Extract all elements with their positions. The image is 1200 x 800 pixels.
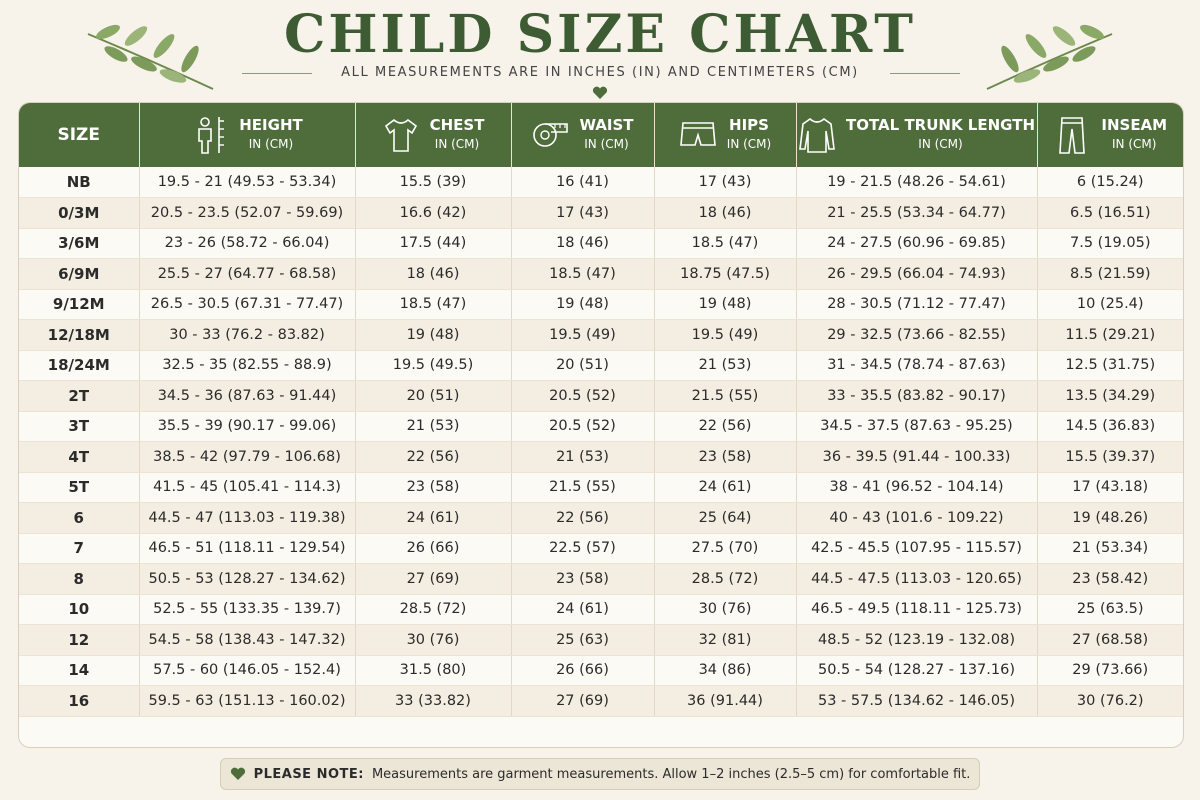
column-unit: IN (CM) xyxy=(584,137,629,151)
measurement-cell: 20 (51) xyxy=(511,350,654,381)
measurement-cell: 24 (61) xyxy=(355,503,511,534)
size-cell: NB xyxy=(19,167,139,198)
table-row xyxy=(19,533,1183,564)
measurement-cell: 18.5 (47) xyxy=(654,228,796,259)
measurement-cell: 21.5 (55) xyxy=(654,381,796,412)
table-row xyxy=(19,686,1183,717)
column-header-inseam xyxy=(1037,103,1183,167)
table-row xyxy=(19,228,1183,259)
measurement-cell: 41.5 - 45 (105.41 - 114.3) xyxy=(139,472,355,503)
measurement-cell: 18 (46) xyxy=(355,259,511,290)
measurement-cell: 25.5 - 27 (64.77 - 68.58) xyxy=(139,259,355,290)
measurement-cell: 31 - 34.5 (78.74 - 87.63) xyxy=(796,350,1037,381)
measurement-cell: 19.5 - 21 (49.53 - 53.34) xyxy=(139,167,355,198)
measurement-cell: 6 (15.24) xyxy=(1037,167,1183,198)
measurement-cell: 50.5 - 54 (128.27 - 137.16) xyxy=(796,655,1037,686)
size-cell: 7 xyxy=(19,533,139,564)
table-row xyxy=(19,442,1183,473)
measurement-cell: 59.5 - 63 (151.13 - 160.02) xyxy=(139,686,355,717)
measurement-cell: 23 - 26 (58.72 - 66.04) xyxy=(139,228,355,259)
measurement-cell: 7.5 (19.05) xyxy=(1037,228,1183,259)
measurement-cell: 24 - 27.5 (60.96 - 69.85) xyxy=(796,228,1037,259)
measurement-cell: 44.5 - 47.5 (113.03 - 120.65) xyxy=(796,564,1037,595)
table-row xyxy=(19,625,1183,656)
long-sleeve-shirt-icon xyxy=(798,115,836,155)
measurement-cell: 10 (25.4) xyxy=(1037,289,1183,320)
column-header-hips xyxy=(654,103,796,167)
note-label: PLEASE NOTE: xyxy=(253,766,364,782)
measurement-cell: 22.5 (57) xyxy=(511,533,654,564)
measurement-cell: 19 (48) xyxy=(355,320,511,351)
measurement-cell: 48.5 - 52 (123.19 - 132.08) xyxy=(796,625,1037,656)
measurement-cell: 18 (46) xyxy=(511,228,654,259)
measurement-cell: 16.6 (42) xyxy=(355,198,511,229)
measurement-cell: 36 - 39.5 (91.44 - 100.33) xyxy=(796,442,1037,473)
size-cell: 10 xyxy=(19,594,139,625)
measurement-cell: 52.5 - 55 (133.35 - 139.7) xyxy=(139,594,355,625)
measurement-cell: 33 (33.82) xyxy=(355,686,511,717)
page-title: CHILD SIZE CHART xyxy=(283,4,917,65)
measurement-cell: 18.5 (47) xyxy=(355,289,511,320)
size-cell: 9/12M xyxy=(19,289,139,320)
note-banner xyxy=(220,758,980,790)
measurement-cell: 17 (43.18) xyxy=(1037,472,1183,503)
measurement-cell: 30 - 33 (76.2 - 83.82) xyxy=(139,320,355,351)
size-cell: 18/24M xyxy=(19,350,139,381)
size-cell: 6 xyxy=(19,503,139,534)
measurement-cell: 18.5 (47) xyxy=(511,259,654,290)
measurement-cell: 23 (58.42) xyxy=(1037,564,1183,595)
table-row xyxy=(19,259,1183,290)
size-cell: 2T xyxy=(19,381,139,412)
measurement-cell: 17 (43) xyxy=(654,167,796,198)
measurement-cell: 34.5 - 37.5 (87.63 - 95.25) xyxy=(796,411,1037,442)
measurement-cell: 23 (58) xyxy=(511,564,654,595)
measurement-cell: 21 (53.34) xyxy=(1037,533,1183,564)
measurement-cell: 46.5 - 49.5 (118.11 - 125.73) xyxy=(796,594,1037,625)
size-cell: 8 xyxy=(19,564,139,595)
measurement-cell: 19.5 (49) xyxy=(654,320,796,351)
table-row xyxy=(19,289,1183,320)
column-label: HEIGHT xyxy=(239,116,303,134)
measurement-cell: 17.5 (44) xyxy=(355,228,511,259)
measurement-cell: 33 - 35.5 (83.82 - 90.17) xyxy=(796,381,1037,412)
measurement-cell: 36 (91.44) xyxy=(654,686,796,717)
measurement-cell: 11.5 (29.21) xyxy=(1037,320,1183,351)
measurement-cell: 21 (53) xyxy=(511,442,654,473)
column-unit: IN (CM) xyxy=(434,137,480,151)
column-label: SIZE xyxy=(57,125,100,145)
measurement-cell: 30 (76.2) xyxy=(1037,686,1183,717)
measurement-cell: 15.5 (39.37) xyxy=(1037,442,1183,473)
measurement-cell: 19 (48) xyxy=(654,289,796,320)
measurement-cell: 24 (61) xyxy=(511,594,654,625)
measurement-cell: 25 (64) xyxy=(654,503,796,534)
measurement-cell: 27 (68.58) xyxy=(1037,625,1183,656)
column-header-size xyxy=(19,103,139,167)
measurement-cell: 24 (61) xyxy=(654,472,796,503)
size-chart-table xyxy=(18,102,1184,748)
column-unit: IN (CM) xyxy=(918,137,963,151)
note-text: Measurements are garment measurements. Allow 1–2 inches (2.5–5 cm) for comfortable fit. xyxy=(371,766,971,782)
table-row xyxy=(19,564,1183,595)
shorts-icon xyxy=(679,115,717,155)
measurement-cell: 42.5 - 45.5 (107.95 - 115.57) xyxy=(796,533,1037,564)
measurement-cell: 28 - 30.5 (71.12 - 77.47) xyxy=(796,289,1037,320)
measurement-cell: 8.5 (21.59) xyxy=(1037,259,1183,290)
table-body xyxy=(19,167,1183,716)
measurement-cell: 20 (51) xyxy=(355,381,511,412)
measurement-cell: 38.5 - 42 (97.79 - 106.68) xyxy=(139,442,355,473)
measurement-cell: 27 (69) xyxy=(355,564,511,595)
measurement-cell: 22 (56) xyxy=(355,442,511,473)
measurement-cell: 20.5 - 23.5 (52.07 - 59.69) xyxy=(139,198,355,229)
column-label: HIPS xyxy=(729,116,769,134)
measuring-tape-icon xyxy=(531,115,569,155)
measurement-cell: 21 (53) xyxy=(355,411,511,442)
column-unit: IN (CM) xyxy=(1112,137,1157,151)
size-cell: 12/18M xyxy=(19,320,139,351)
page-subtitle: ALL MEASUREMENTS ARE IN INCHES (IN) AND CENTIMETERS (CM) xyxy=(341,65,859,80)
table-row xyxy=(19,472,1183,503)
measurement-cell: 21.5 (55) xyxy=(511,472,654,503)
measurement-cell: 28.5 (72) xyxy=(654,564,796,595)
table-row xyxy=(19,503,1183,534)
heart-icon xyxy=(592,86,608,100)
measurement-cell: 18.75 (47.5) xyxy=(654,259,796,290)
measurement-cell: 34 (86) xyxy=(654,655,796,686)
measurement-cell: 17 (43) xyxy=(511,198,654,229)
size-cell: 3/6M xyxy=(19,228,139,259)
measurement-cell: 26.5 - 30.5 (67.31 - 77.47) xyxy=(139,289,355,320)
size-cell: 4T xyxy=(19,442,139,473)
measurement-cell: 21 (53) xyxy=(654,350,796,381)
measurement-cell: 29 - 32.5 (73.66 - 82.55) xyxy=(796,320,1037,351)
column-label: WAIST xyxy=(579,116,634,134)
size-cell: 0/3M xyxy=(19,198,139,229)
column-unit: IN (CM) xyxy=(248,137,294,151)
subtitle-divider-right xyxy=(890,73,960,74)
measurement-cell: 20.5 (52) xyxy=(511,411,654,442)
child-height-icon xyxy=(191,115,229,155)
size-cell: 3T xyxy=(19,411,139,442)
measurement-cell: 19 (48) xyxy=(511,289,654,320)
table-row xyxy=(19,198,1183,229)
column-header-chest xyxy=(355,103,511,167)
measurement-cell: 13.5 (34.29) xyxy=(1037,381,1183,412)
column-label: INSEAM xyxy=(1101,116,1168,134)
size-cell: 5T xyxy=(19,472,139,503)
measurement-cell: 23 (58) xyxy=(654,442,796,473)
measurement-cell: 18 (46) xyxy=(654,198,796,229)
measurement-cell: 15.5 (39) xyxy=(355,167,511,198)
measurement-cell: 35.5 - 39 (90.17 - 99.06) xyxy=(139,411,355,442)
measurement-cell: 12.5 (31.75) xyxy=(1037,350,1183,381)
table-row xyxy=(19,594,1183,625)
measurement-cell: 27.5 (70) xyxy=(654,533,796,564)
measurement-cell: 50.5 - 53 (128.27 - 134.62) xyxy=(139,564,355,595)
heart-icon xyxy=(230,767,246,781)
measurement-cell: 19 - 21.5 (48.26 - 54.61) xyxy=(796,167,1037,198)
measurement-cell: 28.5 (72) xyxy=(355,594,511,625)
tshirt-icon xyxy=(382,115,420,155)
column-header-height xyxy=(139,103,355,167)
table-row xyxy=(19,411,1183,442)
measurement-cell: 44.5 - 47 (113.03 - 119.38) xyxy=(139,503,355,534)
measurement-cell: 19 (48.26) xyxy=(1037,503,1183,534)
measurement-cell: 38 - 41 (96.52 - 104.14) xyxy=(796,472,1037,503)
size-cell: 6/9M xyxy=(19,259,139,290)
size-cell: 16 xyxy=(19,686,139,717)
measurement-cell: 29 (73.66) xyxy=(1037,655,1183,686)
measurement-cell: 46.5 - 51 (118.11 - 129.54) xyxy=(139,533,355,564)
measurement-cell: 27 (69) xyxy=(511,686,654,717)
column-label: CHEST xyxy=(429,116,485,134)
measurement-cell: 25 (63.5) xyxy=(1037,594,1183,625)
column-label: TOTAL TRUNK LENGTH xyxy=(846,116,1035,134)
measurement-cell: 26 (66) xyxy=(511,655,654,686)
measurement-cell: 23 (58) xyxy=(355,472,511,503)
table-row xyxy=(19,350,1183,381)
measurement-cell: 53 - 57.5 (134.62 - 146.05) xyxy=(796,686,1037,717)
size-cell: 12 xyxy=(19,625,139,656)
measurement-cell: 19.5 (49.5) xyxy=(355,350,511,381)
measurement-cell: 31.5 (80) xyxy=(355,655,511,686)
measurement-cell: 6.5 (16.51) xyxy=(1037,198,1183,229)
measurement-cell: 25 (63) xyxy=(511,625,654,656)
table-row xyxy=(19,320,1183,351)
measurement-cell: 22 (56) xyxy=(654,411,796,442)
pants-icon xyxy=(1053,115,1091,155)
table-row xyxy=(19,655,1183,686)
measurement-cell: 21 - 25.5 (53.34 - 64.77) xyxy=(796,198,1037,229)
measurement-cell: 22 (56) xyxy=(511,503,654,534)
header xyxy=(0,0,1200,100)
measurement-cell: 32 (81) xyxy=(654,625,796,656)
measurement-cell: 34.5 - 36 (87.63 - 91.44) xyxy=(139,381,355,412)
measurement-cell: 54.5 - 58 (138.43 - 147.32) xyxy=(139,625,355,656)
column-unit: IN (CM) xyxy=(726,137,772,151)
table-row xyxy=(19,381,1183,412)
measurement-cell: 26 (66) xyxy=(355,533,511,564)
measurement-cell: 32.5 - 35 (82.55 - 88.9) xyxy=(139,350,355,381)
measurement-cell: 19.5 (49) xyxy=(511,320,654,351)
table-header-row xyxy=(19,103,1183,167)
table-row xyxy=(19,167,1183,198)
column-header-waist xyxy=(511,103,654,167)
measurement-cell: 57.5 - 60 (146.05 - 152.4) xyxy=(139,655,355,686)
measurement-cell: 40 - 43 (101.6 - 109.22) xyxy=(796,503,1037,534)
measurement-cell: 30 (76) xyxy=(654,594,796,625)
measurement-cell: 16 (41) xyxy=(511,167,654,198)
column-header-total-trunk-length xyxy=(796,103,1037,167)
measurement-cell: 20.5 (52) xyxy=(511,381,654,412)
measurement-cell: 14.5 (36.83) xyxy=(1037,411,1183,442)
measurement-cell: 30 (76) xyxy=(355,625,511,656)
measurement-cell: 26 - 29.5 (66.04 - 74.93) xyxy=(796,259,1037,290)
size-cell: 14 xyxy=(19,655,139,686)
